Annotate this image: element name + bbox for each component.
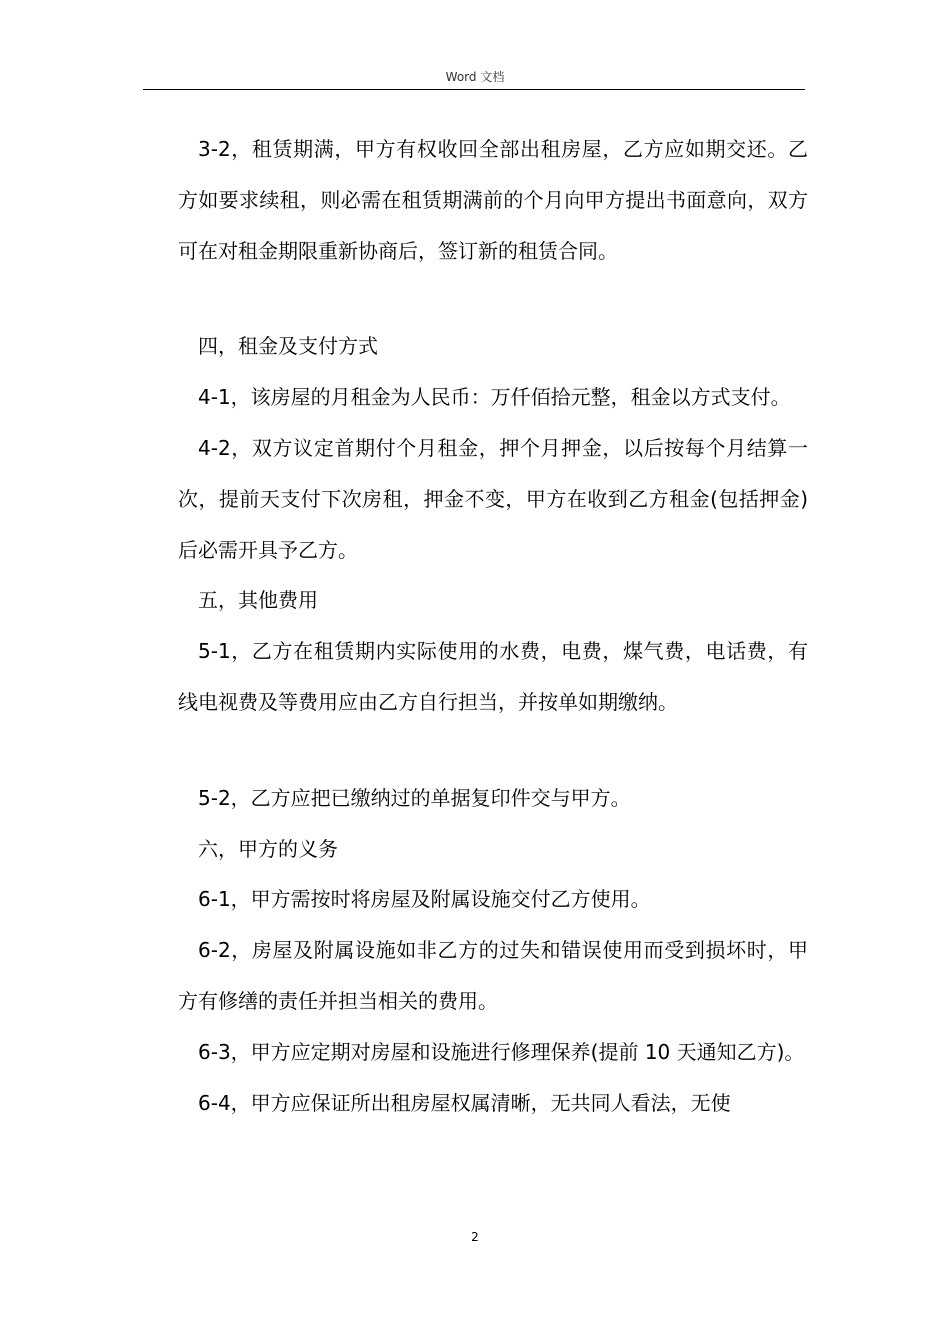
page-header: Word 文档 <box>445 70 505 84</box>
clause-6-4: 6-4，甲方应保证所出租房屋权属清晰，无共同人看法，无使 <box>198 1090 731 1115</box>
page-number: 2 <box>471 1230 479 1244</box>
clause-4-1: 4-1，该房屋的月租金为人民币：万仟佰拾元整，租金以方式支付。 <box>198 385 791 410</box>
clause-5-2: 5-2，乙方应把已缴纳过的单据复印件交与甲方。 <box>198 785 631 810</box>
clause-5-1: 5-1，乙方在租赁期内实际使用的水费，电费，煤气费，电话费，有线电视费及等费用应由乙方自行担当，并按单如期缴纳。 <box>178 639 808 714</box>
clause-4-2: 4-2，双方议定首期付个月租金，押个月押金，以后按每个月结算一次，提前天支付下次房租，押金不变，甲方在收到乙方租金(包括押金)后必需开具予乙方。 <box>178 435 808 562</box>
header-divider <box>143 89 805 90</box>
section-heading-party-a-obligations: 六，甲方的义务 <box>198 836 338 861</box>
clause-3-2: 3-2，租赁期满，甲方有权收回全部出租房屋，乙方应如期交还。乙方如要求续租，则必需在租赁期满前的个月向甲方提出书面意向，双方可在对租金期限重新协商后，签订新的租赁合同。 <box>178 137 808 263</box>
clause-6-1: 6-1，甲方需按时将房屋及附属设施交付乙方使用。 <box>198 887 651 912</box>
clause-6-2: 6-2，房屋及附属设施如非乙方的过失和错误使用而受到损坏时，甲方有修缮的责任并担当相关的费用。 <box>178 938 808 1013</box>
section-heading-rent-payment: 四，租金及支付方式 <box>198 334 378 359</box>
clause-6-3: 6-3，甲方应定期对房屋和设施进行修理保养(提前 10 天通知乙方)。 <box>198 1039 805 1064</box>
document-body <box>178 124 808 1128</box>
section-heading-other-fees: 五，其他费用 <box>198 588 318 613</box>
